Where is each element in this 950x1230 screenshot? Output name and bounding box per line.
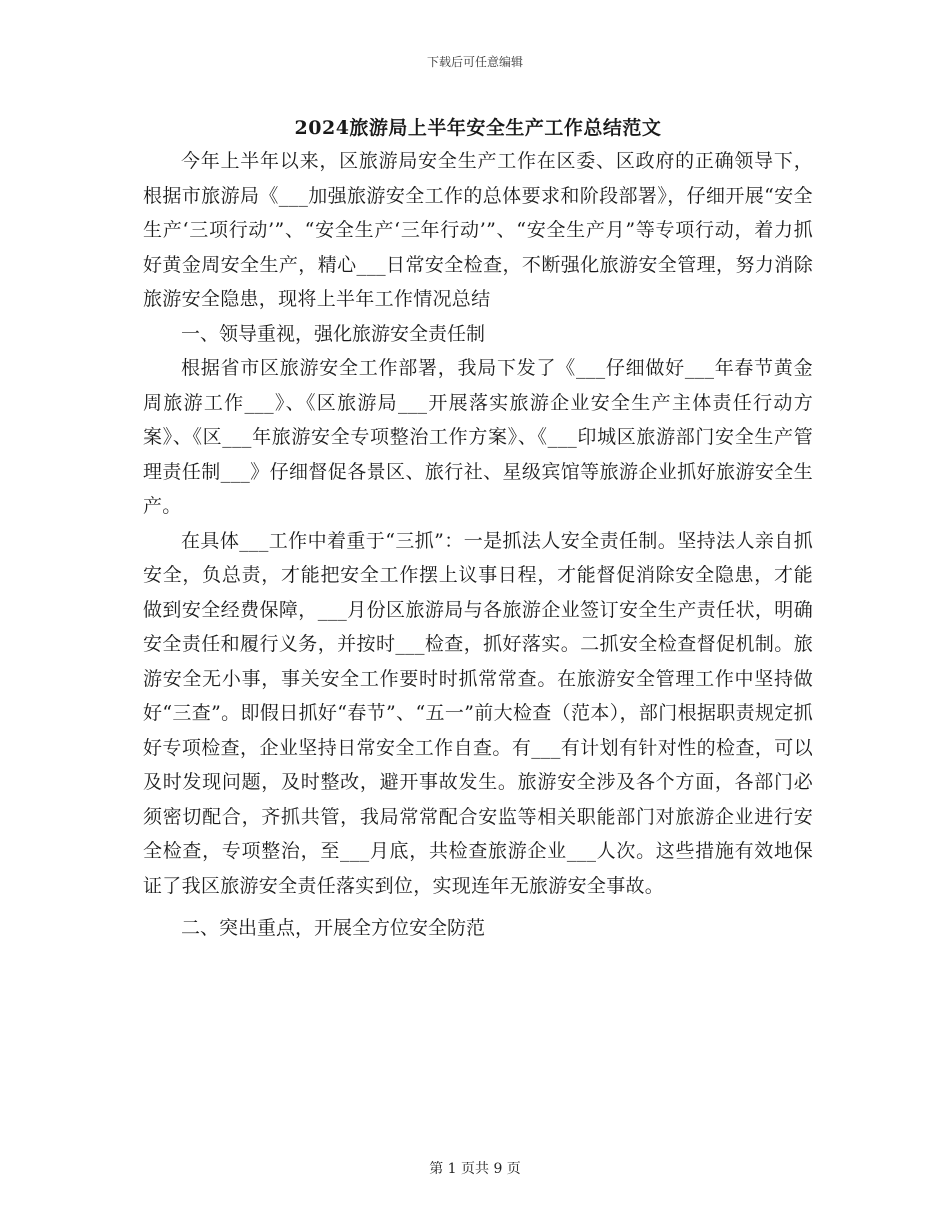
paragraph-section-1-documents: 根据省市区旅游安全工作部署，我局下发了《___仔细做好___年春节黄金周旅游工作___》、《区旅游局___开展落实旅游企业安全生产主体责任行动方案》、《区___年旅游安全专项整治工作方案》、《___印城区旅游部门安全生产管理责任制___》仔细督促各景区、旅行社、星级宾馆等旅游企业抓好旅游安全生产。 [143,357,813,517]
page-number: 第 1 页共 9 页 [429,1161,521,1177]
page-header-note: 下载后可任意编辑 [426,55,523,69]
paragraph-intro: 今年上半年以来，区旅游局安全生产工作在区委、区政府的正确领导下，根据市旅游局《___加强旅游安全工作的总体要求和阶段部署》，仔细开展“安全生产‘三项行动’”、“安全生产‘三年行动’”、“安全生产月”等专项行动，着力抓好黄金周安全生产，精心___日常安全检查，不断强化旅游安全管理，努力消除旅游安全隐患，现将上半年工作情况总结 [143,150,813,310]
paragraph-section-1-measures: 在具体___工作中着重于“三抓”：一是抓法人安全责任制。坚持法人亲自抓安全，负总责，才能把安全工作摆上议事日程，才能督促消除安全隐患，才能做到安全经费保障，___月份区旅游局与各旅游企业签订安全生产责任状，明确安全责任和履行义务，并按时___检查，抓好落实。二抓安全检查督促机制。旅游安全无小事，事关安全工作要时时抓常常查。在旅游安全管理工作中坚持做好“三查”。即假日抓好“春节”、“五一”前大检查（范本），部门根据职责规定抓好专项检查，企业坚持日常安全工作自查。有___有计划有针对性的检查，可以及时发现问题，及时整改，避开事故发生。旅游安全涉及各个方面，各部门必须密切配合，齐抓共管，我局常常配合安监等相关职能部门对旅游企业进行安全检查，专项整治，至___月底，共检查旅游企业___人次。这些措施有效地保证了我区旅游安全责任落实到位，实现连年无旅游安全事故。 [143,529,813,897]
document-body [143,112,813,946]
section-heading-2: 二、突出重点，开展全方位安全防范 [181,917,486,939]
document-title: 2024旅游局上半年安全生产工作总结范文 [294,117,662,139]
section-heading-1: 一、领导重视，强化旅游安全责任制 [181,322,486,345]
